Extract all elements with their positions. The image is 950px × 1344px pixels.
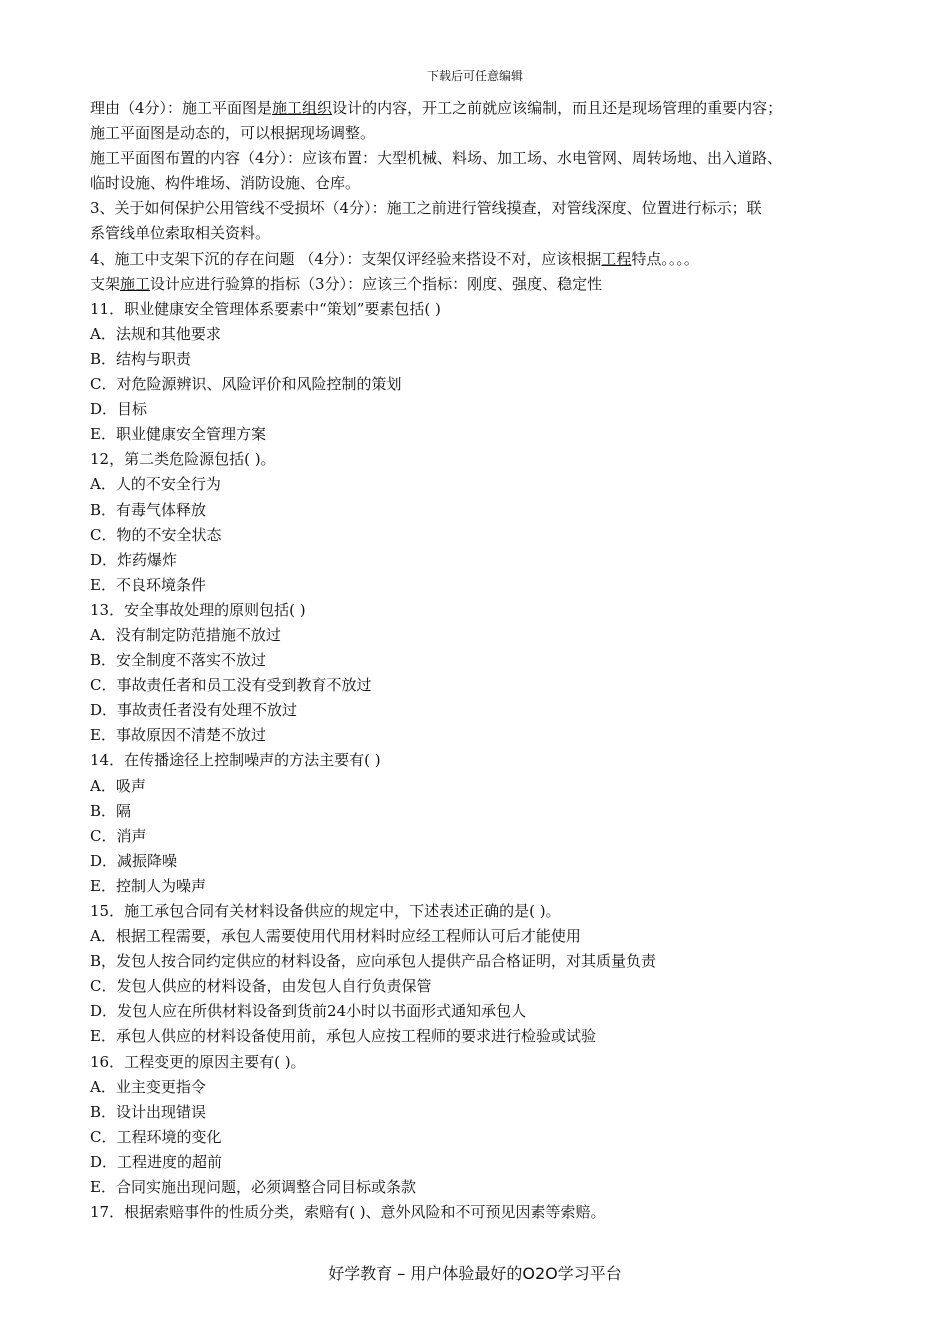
text-line bbox=[90, 523, 880, 548]
text-segment: 设计应进行验算的指标（3分）：应该三个指标：刚度、强度、稳定性 bbox=[150, 274, 603, 293]
text-segment: A．没有制定防范措施不放过 bbox=[90, 625, 281, 644]
text-segment: 13．安全事故处理的原则包括( ) bbox=[90, 600, 306, 619]
text-line bbox=[90, 472, 880, 497]
text-line bbox=[90, 498, 880, 523]
text-segment: D．减振降噪 bbox=[90, 851, 178, 870]
text-line bbox=[90, 322, 880, 347]
text-line bbox=[90, 196, 880, 221]
text-segment: D．目标 bbox=[90, 400, 148, 419]
text-segment: C．工程环境的变化 bbox=[90, 1127, 222, 1146]
text-segment: B．有毒气体释放 bbox=[90, 500, 207, 519]
text-segment: E．合同实施出现问题，必须调整合同目标或条款 bbox=[90, 1178, 416, 1197]
text-segment: B．结构与职责 bbox=[90, 349, 192, 368]
text-line bbox=[90, 272, 880, 297]
text-line bbox=[90, 447, 880, 472]
text-segment: E．控制人为噪声 bbox=[90, 876, 206, 895]
text-line bbox=[90, 1100, 880, 1125]
text-line bbox=[90, 422, 880, 447]
text-segment: 设计的内容，开工之前就应该编制，而且还是现场管理的重要内容； bbox=[332, 99, 783, 117]
text-line bbox=[90, 598, 880, 623]
page-header: 下载后可任意编辑 bbox=[426, 69, 523, 83]
text-segment: E．不良环境条件 bbox=[90, 575, 206, 594]
text-segment: 16．工程变更的原因主要有( )。 bbox=[90, 1052, 306, 1071]
text-line bbox=[90, 247, 880, 272]
text-line bbox=[90, 171, 880, 196]
text-segment: E．职业健康安全管理方案 bbox=[90, 425, 266, 444]
text-segment: 17．根据索赔事件的性质分类，索赔有( )、意外风险和不可预见因素等索赔。 bbox=[90, 1203, 606, 1222]
text-line bbox=[90, 146, 880, 171]
text-line bbox=[90, 824, 880, 849]
text-segment: E．事故原因不清楚不放过 bbox=[90, 726, 266, 745]
text-line bbox=[90, 96, 880, 121]
text-line bbox=[90, 849, 880, 874]
text-line bbox=[90, 623, 880, 648]
text-line bbox=[90, 723, 880, 748]
text-segment: 特点。。。。 bbox=[631, 249, 699, 268]
text-line bbox=[90, 999, 880, 1024]
text-segment: B．隔 bbox=[90, 801, 132, 820]
text-segment: C．消声 bbox=[90, 826, 147, 845]
underlined-term: 工程 bbox=[601, 249, 632, 268]
text-line bbox=[90, 121, 880, 146]
text-segment: 临时设施、构件堆场、消防设施、仓库。 bbox=[90, 174, 361, 193]
text-line bbox=[90, 974, 880, 999]
text-segment: A．人的不安全行为 bbox=[90, 475, 221, 494]
text-line bbox=[90, 1175, 880, 1200]
text-line bbox=[90, 1150, 880, 1175]
text-line bbox=[90, 573, 880, 598]
text-line bbox=[90, 1125, 880, 1150]
text-segment: C．事故责任者和员工没有受到教育不放过 bbox=[90, 676, 372, 695]
text-segment: 15．施工承包合同有关材料设备供应的规定中，下述表述正确的是( )。 bbox=[90, 902, 561, 920]
underlined-term: 施工 bbox=[120, 274, 151, 293]
text-line bbox=[90, 397, 880, 422]
text-line bbox=[90, 548, 880, 573]
text-segment: C．对危险源辨识、风险评价和风险控制的策划 bbox=[90, 375, 402, 394]
text-segment: C．发包人供应的材料设备，由发包人自行负责保管 bbox=[90, 977, 432, 996]
text-line bbox=[90, 648, 880, 673]
text-segment: 支架 bbox=[90, 274, 121, 293]
text-line bbox=[90, 774, 880, 799]
text-line bbox=[90, 1200, 880, 1225]
text-segment: D．工程进度的超前 bbox=[90, 1152, 223, 1171]
text-segment: 施工平面图是动态的，可以根据现场调整。 bbox=[90, 124, 376, 143]
text-segment: D．事故责任者没有处理不放过 bbox=[90, 701, 298, 720]
text-segment: 11．职业健康安全管理体系要素中“策划”要素包括( ) bbox=[90, 299, 441, 318]
page-footer: 好学教育 – 用户体验最好的O2O学习平台 bbox=[328, 1264, 622, 1283]
text-segment: E．承包人供应的材料设备使用前，承包人应按工程师的要求进行检验或试验 bbox=[90, 1027, 596, 1046]
text-segment: 系管线单位索取相关资料。 bbox=[90, 224, 271, 243]
text-line bbox=[90, 297, 880, 322]
text-segment: 施工平面图布置的内容（4分）：应该布置：大型机械、料场、加工场、水电管网、周转场地、出入道路、 bbox=[90, 149, 783, 168]
text-segment: D．发包人应在所供材料设备到货前24小时以书面形式通知承包人 bbox=[90, 1002, 527, 1021]
text-line bbox=[90, 949, 880, 974]
text-segment: 3、关于如何保护公用管线不受损坏（4分）：施工之前进行管线摸查，对管线深度、位置进行标示；联 bbox=[90, 199, 762, 218]
text-segment: A．吸声 bbox=[90, 776, 146, 795]
text-line bbox=[90, 1024, 880, 1049]
text-segment: C．物的不安全状态 bbox=[90, 525, 222, 544]
underlined-term: 施工组织 bbox=[272, 99, 333, 117]
text-segment: 理由（4分）：施工平面图是 bbox=[90, 99, 273, 117]
text-segment: A．根据工程需要，承包人需要使用代用材料时应经工程师认可后才能使用 bbox=[90, 927, 581, 946]
text-segment: B．设计出现错误 bbox=[90, 1102, 207, 1121]
text-line bbox=[90, 1075, 880, 1100]
text-line bbox=[90, 372, 880, 397]
text-line bbox=[90, 347, 880, 372]
text-line bbox=[90, 748, 880, 773]
text-segment: 12，第二类危险源包括( )。 bbox=[90, 450, 276, 469]
text-line bbox=[90, 698, 880, 723]
text-line bbox=[90, 899, 880, 924]
text-segment: D．炸药爆炸 bbox=[90, 550, 178, 569]
text-line bbox=[90, 221, 880, 246]
text-segment: B．安全制度不落实不放过 bbox=[90, 651, 267, 670]
text-line bbox=[90, 1050, 880, 1075]
text-line bbox=[90, 673, 880, 698]
text-segment: A．业主变更指令 bbox=[90, 1077, 206, 1096]
document-body bbox=[90, 96, 880, 1225]
text-line bbox=[90, 924, 880, 949]
text-segment: B，发包人按合同约定供应的材料设备，应向承包人提供产品合格证明，对其质量负责 bbox=[90, 952, 657, 971]
text-segment: 14．在传播途径上控制噪声的方法主要有( ) bbox=[90, 751, 381, 770]
text-segment: A．法规和其他要求 bbox=[90, 324, 221, 343]
text-segment: 4、施工中支架下沉的存在问题 （4分）：支架仅评经验来搭设不对，应该根据 bbox=[90, 249, 602, 268]
text-line bbox=[90, 874, 880, 899]
text-line bbox=[90, 799, 880, 824]
